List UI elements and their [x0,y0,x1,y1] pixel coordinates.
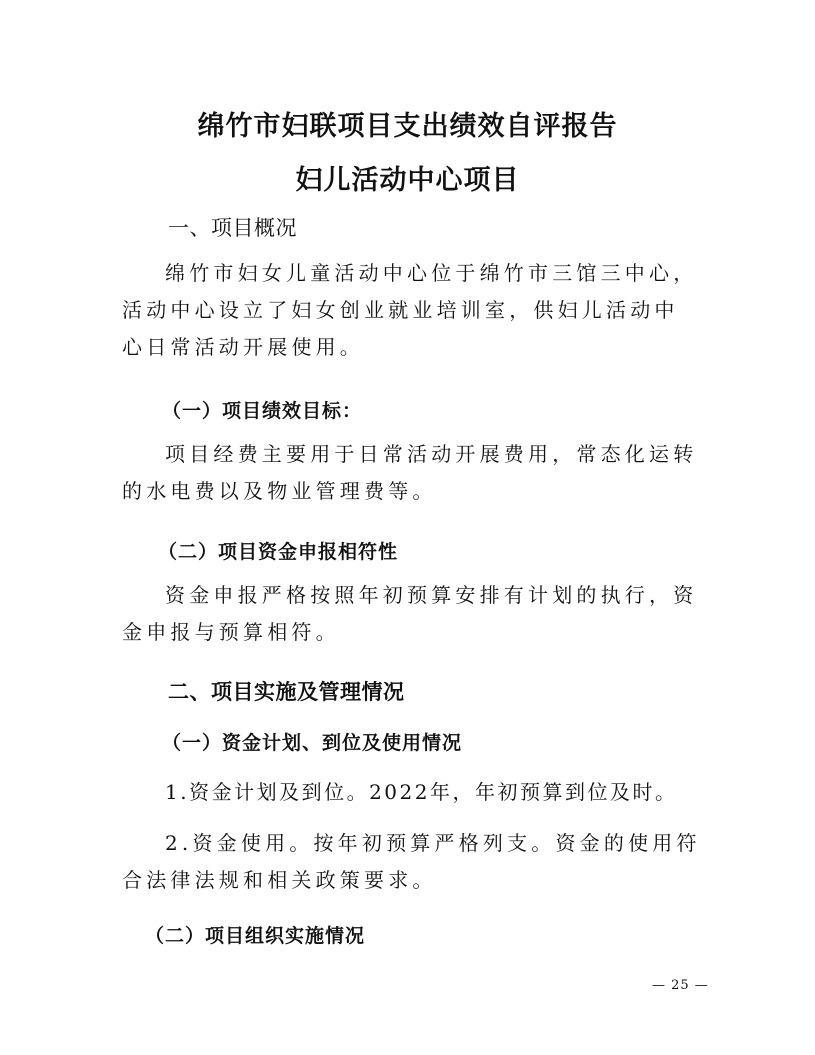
subheading-performance-goal: （一）项目绩效目标： [162,400,363,422]
section-heading-implementation: 二、项目实施及管理情况 [168,680,405,704]
subheading-funds-usage: （一）资金计划、到位及使用情况 [162,732,463,754]
section-heading-overview: 一、项目概况 [168,216,297,240]
funds-item-1: 1.资金计划及到位。2022年，年初预算到位及时。 [165,780,678,804]
funds-item-2: 2.资金使用。按年初预算严格列支。资金的使用符合法律法规和相关政策要求。 [122,831,701,892]
subheading-organization: （二）项目组织实施情况 [145,925,366,947]
document-subtitle: 妇儿活动中心项目 [295,165,520,196]
page-number: — 25 — [652,978,709,993]
overview-paragraph: 绵竹市妇女儿童活动中心位于绵竹市三馆三中心，活动中心设立了妇女创业就业培训室，供妇儿活动中心日常活动开展使用。 [122,261,698,359]
document-title: 绵竹市妇联项目支出绩效自评报告 [197,111,618,142]
fund-conformity-paragraph: 资金申报严格按照年初预算安排有计划的执行，资金申报与预算相符。 [122,583,698,644]
subheading-fund-conformity: （二）项目资金申报相符性 [158,541,399,563]
performance-goal-paragraph: 项目经费主要用于日常活动开展费用，常态化运转的水电费以及物业管理费等。 [122,442,698,503]
